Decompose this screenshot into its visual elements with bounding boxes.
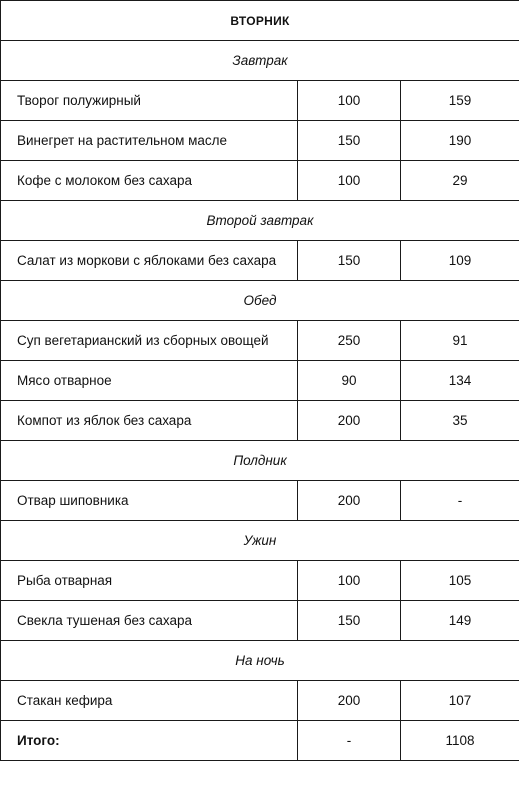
dish-name: Стакан кефира (1, 681, 298, 721)
dish-name: Отвар шиповника (1, 481, 298, 521)
section-row (1, 521, 519, 561)
calories: 159 (401, 81, 519, 121)
section-heading: На ночь (1, 641, 519, 681)
portion-grams: 100 (298, 81, 401, 121)
dish-name: Свекла тушеная без сахара (1, 601, 298, 641)
table-row (1, 361, 519, 401)
table-row (1, 121, 519, 161)
calories: 149 (401, 601, 519, 641)
section-heading: Завтрак (1, 41, 519, 81)
calories: 107 (401, 681, 519, 721)
dish-name: Мясо отварное (1, 361, 298, 401)
total-kcal: 1108 (401, 721, 519, 761)
calories: 190 (401, 121, 519, 161)
dish-name: Винегрет на растительном масле (1, 121, 298, 161)
calories: 134 (401, 361, 519, 401)
dish-name: Суп вегетарианский из сборных овощей (1, 321, 298, 361)
portion-grams: 150 (298, 121, 401, 161)
section-row (1, 641, 519, 681)
portion-grams: 100 (298, 161, 401, 201)
section-row (1, 281, 519, 321)
section-row (1, 201, 519, 241)
calories: 91 (401, 321, 519, 361)
portion-grams: 200 (298, 481, 401, 521)
table-row (1, 321, 519, 361)
calories: 105 (401, 561, 519, 601)
table-row (1, 481, 519, 521)
table-row (1, 601, 519, 641)
dish-name: Компот из яблок без сахара (1, 401, 298, 441)
section-heading: Ужин (1, 521, 519, 561)
section-row (1, 41, 519, 81)
day-title: ВТОРНИК (1, 1, 519, 41)
total-row (1, 721, 519, 761)
portion-grams: 200 (298, 401, 401, 441)
calories: 35 (401, 401, 519, 441)
table-row (1, 241, 519, 281)
section-row (1, 441, 519, 481)
portion-grams: 250 (298, 321, 401, 361)
calories: - (401, 481, 519, 521)
portion-grams: 90 (298, 361, 401, 401)
table-row (1, 81, 519, 121)
portion-grams: 150 (298, 601, 401, 641)
portion-grams: 200 (298, 681, 401, 721)
portion-grams: 150 (298, 241, 401, 281)
table-row (1, 161, 519, 201)
calories: 109 (401, 241, 519, 281)
total-label: Итого: (1, 721, 298, 761)
section-heading: Обед (1, 281, 519, 321)
portion-grams: 100 (298, 561, 401, 601)
dish-name: Творог полужирный (1, 81, 298, 121)
table-row (1, 681, 519, 721)
table-row (1, 401, 519, 441)
dish-name: Кофе с молоком без сахара (1, 161, 298, 201)
title-row (1, 1, 519, 41)
table-row (1, 561, 519, 601)
dish-name: Салат из моркови с яблоками без сахара (1, 241, 298, 281)
menu-table-body (1, 1, 519, 721)
section-heading: Полдник (1, 441, 519, 481)
section-heading: Второй завтрак (1, 201, 519, 241)
dish-name: Рыба отварная (1, 561, 298, 601)
total-grams: - (298, 721, 401, 761)
calories: 29 (401, 161, 519, 201)
